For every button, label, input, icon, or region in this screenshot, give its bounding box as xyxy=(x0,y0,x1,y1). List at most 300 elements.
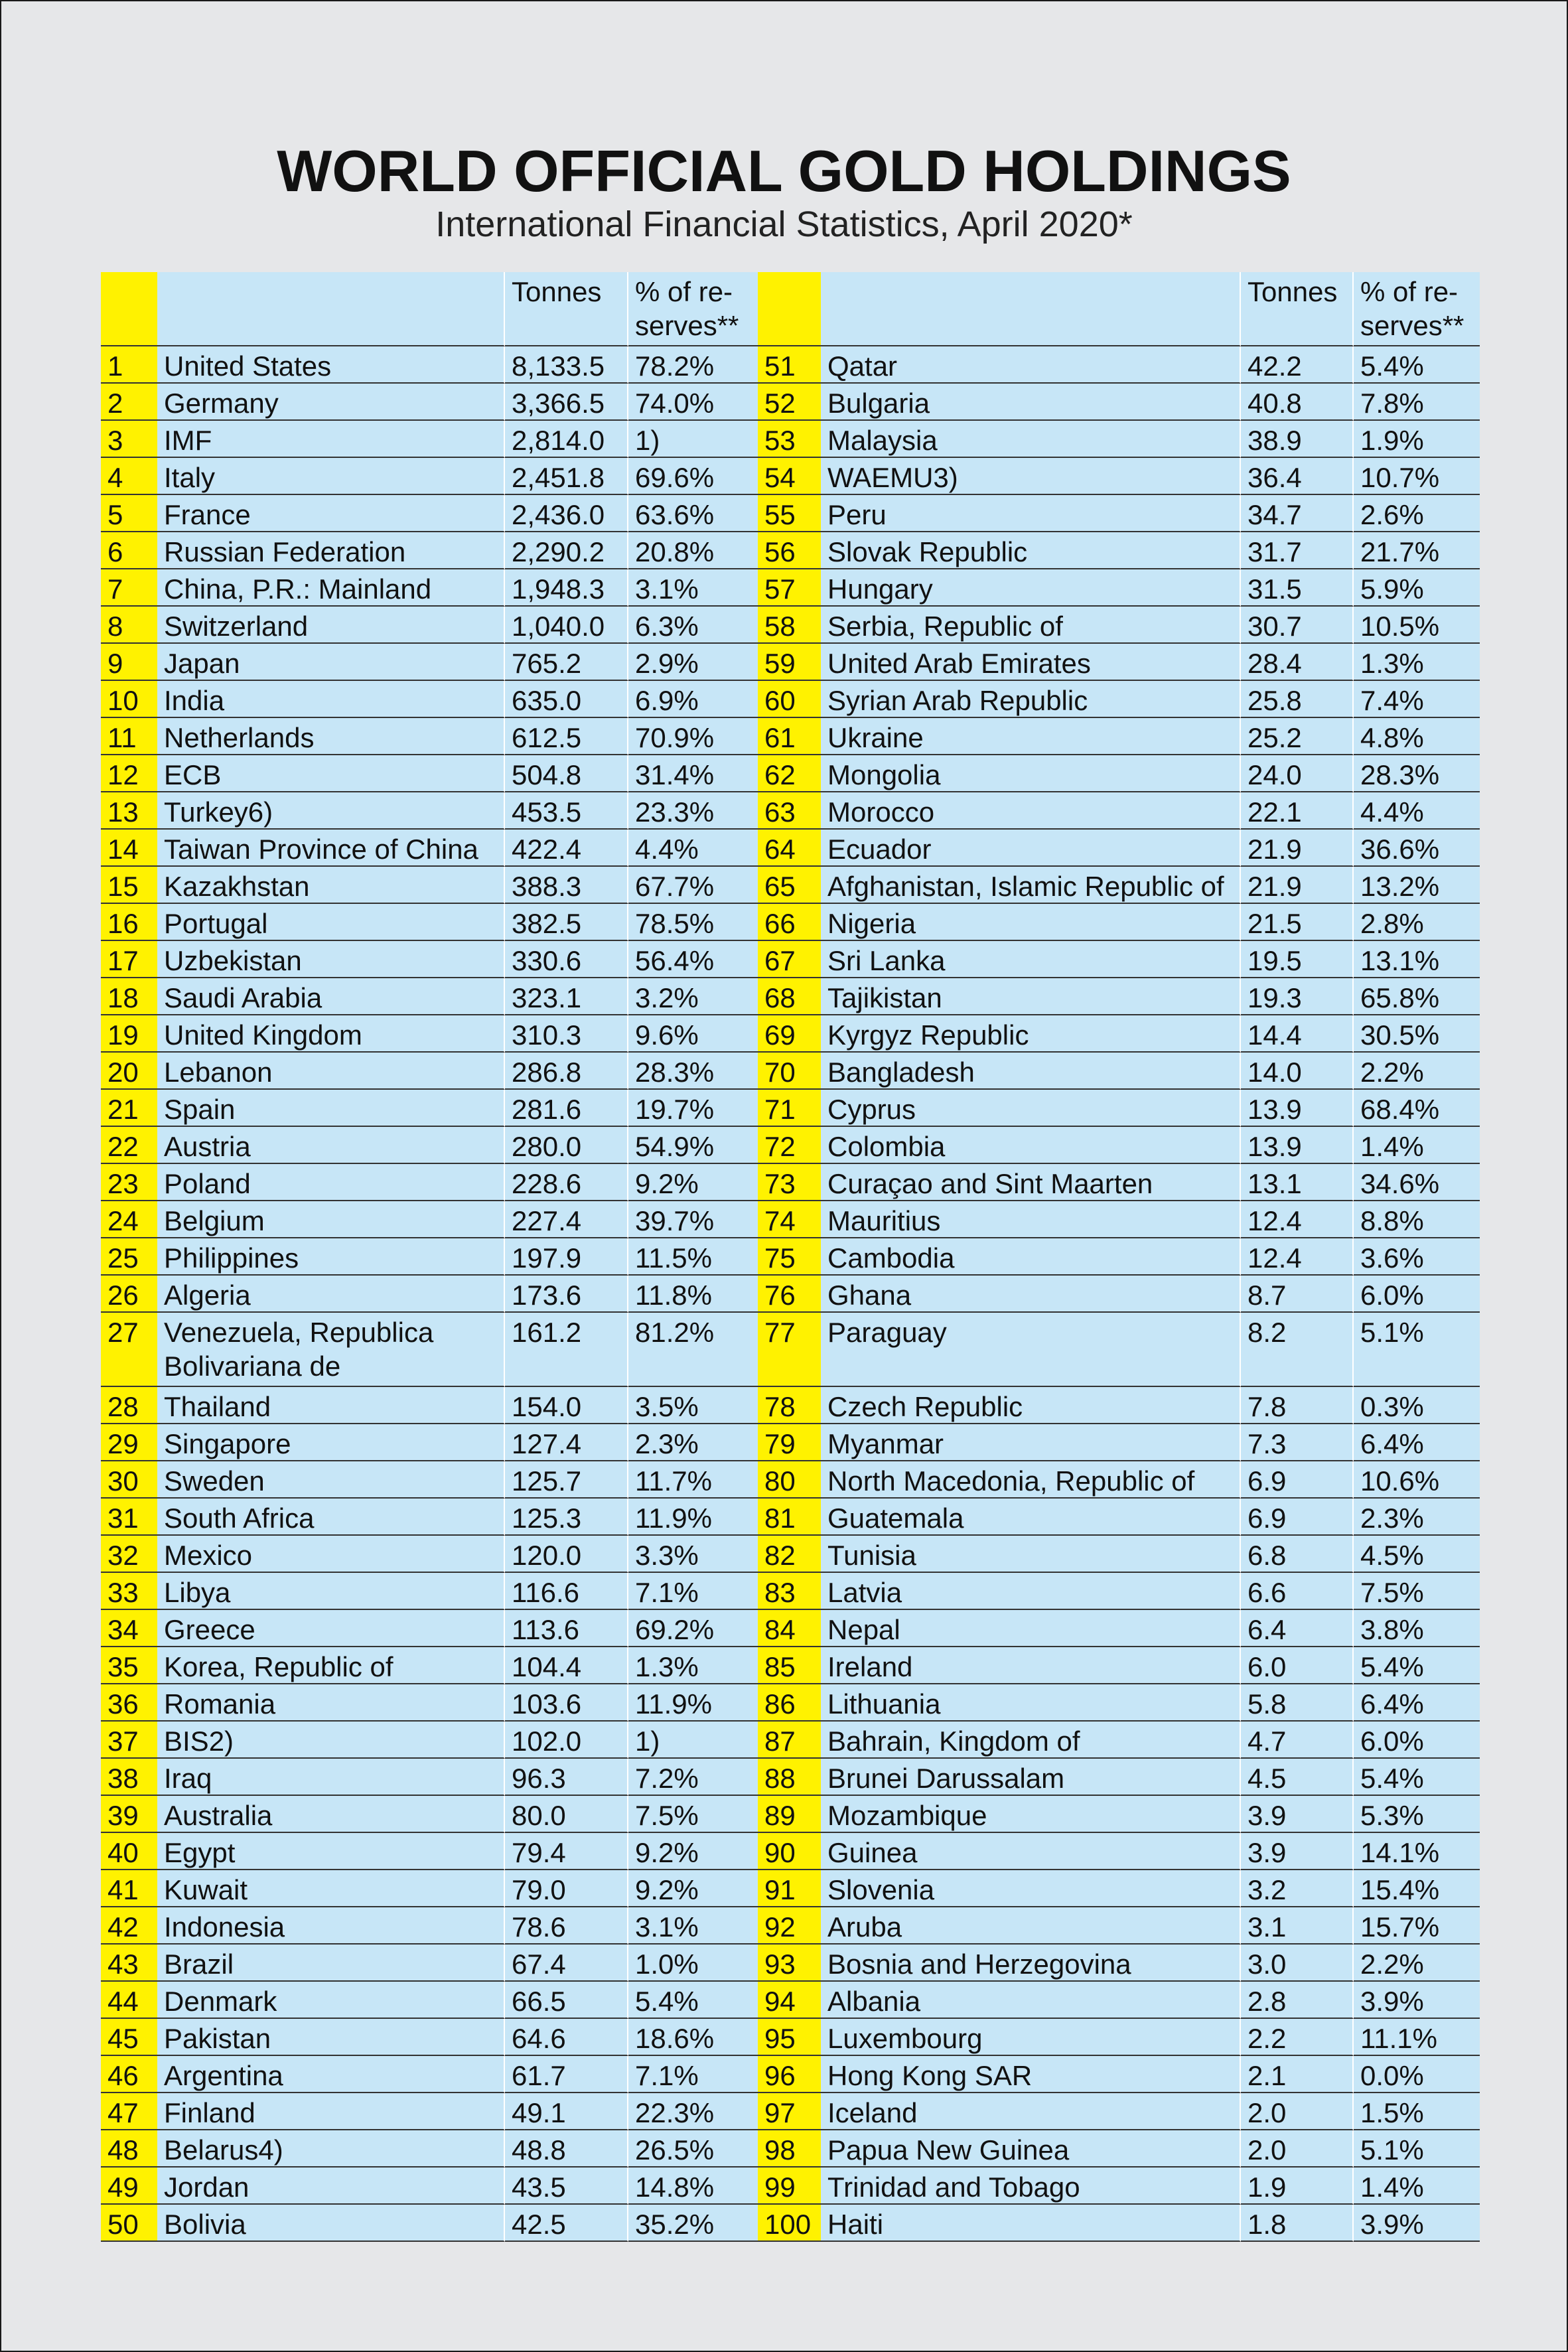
country-cell: Argentina xyxy=(157,2056,505,2093)
tonnes-cell: 78.6 xyxy=(505,1907,628,1945)
tonnes-cell: 22.1 xyxy=(1241,792,1354,830)
tonnes-cell: 67.4 xyxy=(505,1945,628,1982)
tonnes-cell: 79.4 xyxy=(505,1833,628,1870)
rank-cell: 6 xyxy=(101,532,157,569)
tonnes-cell: 21.9 xyxy=(1241,867,1354,904)
pct-reserves-cell: 5.3% xyxy=(1354,1796,1480,1833)
tonnes-cell: 1.9 xyxy=(1241,2168,1354,2205)
rank-cell: 37 xyxy=(101,1722,157,1759)
pct-reserves-cell: 81.2% xyxy=(628,1313,758,1387)
table-row xyxy=(101,458,1480,495)
tonnes-cell: 2,290.2 xyxy=(505,532,628,569)
country-cell: Bangladesh xyxy=(821,1053,1241,1090)
rank-cell: 84 xyxy=(758,1610,821,1647)
pct-reserves-cell: 1.4% xyxy=(1354,1127,1480,1164)
rank-cell: 57 xyxy=(758,569,821,607)
pct-reserves-cell: 9.2% xyxy=(628,1870,758,1907)
country-cell: China, P.R.: Mainland xyxy=(157,569,505,607)
country-cell: Uzbekistan xyxy=(157,941,505,978)
country-cell: Sweden xyxy=(157,1461,505,1499)
tonnes-cell: 12.4 xyxy=(1241,1201,1354,1238)
country-cell: Taiwan Province of China xyxy=(157,830,505,867)
rank-cell: 15 xyxy=(101,867,157,904)
country-cell: Mauritius xyxy=(821,1201,1241,1238)
tonnes-cell: 2,814.0 xyxy=(505,421,628,458)
pct-reserves-cell: 68.4% xyxy=(1354,1090,1480,1127)
tonnes-cell: 765.2 xyxy=(505,644,628,681)
header-pct-left: % of re- serves** xyxy=(628,272,758,346)
header-country-left xyxy=(157,272,505,346)
pct-reserves-cell: 1.5% xyxy=(1354,2093,1480,2130)
rank-cell: 52 xyxy=(758,384,821,421)
country-cell: WAEMU3) xyxy=(821,458,1241,495)
rank-cell: 63 xyxy=(758,792,821,830)
pct-reserves-cell: 26.5% xyxy=(628,2130,758,2168)
pct-reserves-cell: 7.2% xyxy=(628,1759,758,1796)
country-cell: Myanmar xyxy=(821,1424,1241,1461)
tonnes-cell: 43.5 xyxy=(505,2168,628,2205)
rank-cell: 51 xyxy=(758,346,821,384)
country-cell: Kazakhstan xyxy=(157,867,505,904)
country-cell: Finland xyxy=(157,2093,505,2130)
header-pct-right: % of re- serves** xyxy=(1354,272,1480,346)
pct-reserves-cell: 7.5% xyxy=(628,1796,758,1833)
pct-reserves-cell: 6.0% xyxy=(1354,1276,1480,1313)
rank-cell: 11 xyxy=(101,718,157,755)
table-row xyxy=(101,1610,1480,1647)
table-row xyxy=(101,1945,1480,1982)
tonnes-cell: 1.8 xyxy=(1241,2205,1354,2242)
country-cell: Tunisia xyxy=(821,1536,1241,1573)
rank-cell: 40 xyxy=(101,1833,157,1870)
country-cell: Mozambique xyxy=(821,1796,1241,1833)
pct-reserves-cell: 34.6% xyxy=(1354,1164,1480,1201)
tonnes-cell: 40.8 xyxy=(1241,384,1354,421)
tonnes-cell: 6.9 xyxy=(1241,1499,1354,1536)
country-cell: ECB xyxy=(157,755,505,792)
pct-reserves-cell: 2.2% xyxy=(1354,1945,1480,1982)
pct-reserves-cell: 5.1% xyxy=(1354,1313,1480,1387)
rank-cell: 25 xyxy=(101,1238,157,1276)
country-cell: Lebanon xyxy=(157,1053,505,1090)
pct-reserves-cell: 78.2% xyxy=(628,346,758,384)
pct-reserves-cell: 7.4% xyxy=(1354,681,1480,718)
rank-cell: 99 xyxy=(758,2168,821,2205)
rank-cell: 79 xyxy=(758,1424,821,1461)
tonnes-cell: 6.4 xyxy=(1241,1610,1354,1647)
tonnes-cell: 104.4 xyxy=(505,1647,628,1684)
country-cell: Czech Republic xyxy=(821,1387,1241,1424)
table-row xyxy=(101,904,1480,941)
rank-cell: 39 xyxy=(101,1796,157,1833)
tonnes-cell: 42.2 xyxy=(1241,346,1354,384)
country-cell: Egypt xyxy=(157,1833,505,1870)
country-cell: Thailand xyxy=(157,1387,505,1424)
pct-reserves-cell: 3.5% xyxy=(628,1387,758,1424)
pct-reserves-cell: 2.2% xyxy=(1354,1053,1480,1090)
tonnes-cell: 127.4 xyxy=(505,1424,628,1461)
pct-reserves-cell: 36.6% xyxy=(1354,830,1480,867)
pct-reserves-cell: 11.8% xyxy=(628,1276,758,1313)
tonnes-cell: 113.6 xyxy=(505,1610,628,1647)
country-cell: Tajikistan xyxy=(821,978,1241,1015)
rank-cell: 77 xyxy=(758,1313,821,1387)
pct-reserves-cell: 35.2% xyxy=(628,2205,758,2242)
tonnes-cell: 30.7 xyxy=(1241,607,1354,644)
tonnes-cell: 79.0 xyxy=(505,1870,628,1907)
table-row xyxy=(101,1090,1480,1127)
table-row xyxy=(101,1238,1480,1276)
table-header-row xyxy=(101,272,1480,346)
country-cell: United Arab Emirates xyxy=(821,644,1241,681)
tonnes-cell: 228.6 xyxy=(505,1164,628,1201)
table-body xyxy=(101,346,1480,2242)
country-cell: Bolivia xyxy=(157,2205,505,2242)
pct-reserves-cell: 3.2% xyxy=(628,978,758,1015)
rank-cell: 12 xyxy=(101,755,157,792)
rank-cell: 53 xyxy=(758,421,821,458)
table-row xyxy=(101,644,1480,681)
header-tonnes-right: Tonnes xyxy=(1241,272,1354,346)
tonnes-cell: 388.3 xyxy=(505,867,628,904)
tonnes-cell: 161.2 xyxy=(505,1313,628,1387)
rank-cell: 28 xyxy=(101,1387,157,1424)
country-cell: Haiti xyxy=(821,2205,1241,2242)
country-cell: Belgium xyxy=(157,1201,505,1238)
table-row xyxy=(101,495,1480,532)
pct-reserves-cell: 5.4% xyxy=(1354,1647,1480,1684)
tonnes-cell: 61.7 xyxy=(505,2056,628,2093)
country-cell: Russian Federation xyxy=(157,532,505,569)
rank-cell: 93 xyxy=(758,1945,821,1982)
table-row xyxy=(101,1053,1480,1090)
pct-reserves-cell: 21.7% xyxy=(1354,532,1480,569)
tonnes-cell: 323.1 xyxy=(505,978,628,1015)
rank-cell: 26 xyxy=(101,1276,157,1313)
country-cell: Spain xyxy=(157,1090,505,1127)
tonnes-cell: 96.3 xyxy=(505,1759,628,1796)
country-cell: Curaçao and Sint Maarten xyxy=(821,1164,1241,1201)
table-row xyxy=(101,569,1480,607)
rank-cell: 70 xyxy=(758,1053,821,1090)
table-row xyxy=(101,1127,1480,1164)
rank-cell: 78 xyxy=(758,1387,821,1424)
rank-cell: 48 xyxy=(101,2130,157,2168)
pct-reserves-cell: 9.2% xyxy=(628,1833,758,1870)
pct-reserves-cell: 20.8% xyxy=(628,532,758,569)
rank-cell: 86 xyxy=(758,1684,821,1722)
rank-cell: 17 xyxy=(101,941,157,978)
table-row xyxy=(101,384,1480,421)
pct-reserves-cell: 4.8% xyxy=(1354,718,1480,755)
pct-reserves-cell: 5.4% xyxy=(628,1982,758,2019)
table-row xyxy=(101,1387,1480,1424)
rank-cell: 16 xyxy=(101,904,157,941)
pct-reserves-cell: 1.3% xyxy=(1354,644,1480,681)
country-cell: Turkey6) xyxy=(157,792,505,830)
rank-cell: 62 xyxy=(758,755,821,792)
tonnes-cell: 422.4 xyxy=(505,830,628,867)
country-cell: Belarus4) xyxy=(157,2130,505,2168)
pct-reserves-cell: 9.6% xyxy=(628,1015,758,1053)
tonnes-cell: 6.6 xyxy=(1241,1573,1354,1610)
table-row xyxy=(101,1461,1480,1499)
tonnes-cell: 120.0 xyxy=(505,1536,628,1573)
country-cell: Nigeria xyxy=(821,904,1241,941)
pct-reserves-cell: 63.6% xyxy=(628,495,758,532)
tonnes-cell: 1,040.0 xyxy=(505,607,628,644)
country-cell: Venezuela, Republica Bolivariana de xyxy=(157,1313,505,1387)
pct-reserves-cell: 11.9% xyxy=(628,1499,758,1536)
country-cell: South Africa xyxy=(157,1499,505,1536)
pct-reserves-cell: 5.4% xyxy=(1354,1759,1480,1796)
table-row xyxy=(101,1870,1480,1907)
tonnes-cell: 2.0 xyxy=(1241,2130,1354,2168)
country-cell: Qatar xyxy=(821,346,1241,384)
pct-reserves-cell: 8.8% xyxy=(1354,1201,1480,1238)
country-cell: Aruba xyxy=(821,1907,1241,1945)
pct-reserves-cell: 3.1% xyxy=(628,569,758,607)
rank-cell: 24 xyxy=(101,1201,157,1238)
rank-cell: 1 xyxy=(101,346,157,384)
rank-cell: 81 xyxy=(758,1499,821,1536)
country-cell: BIS2) xyxy=(157,1722,505,1759)
pct-reserves-cell: 2.3% xyxy=(1354,1499,1480,1536)
pct-reserves-cell: 28.3% xyxy=(628,1053,758,1090)
rank-cell: 46 xyxy=(101,2056,157,2093)
pct-reserves-cell: 6.9% xyxy=(628,681,758,718)
tonnes-cell: 3.1 xyxy=(1241,1907,1354,1945)
rank-cell: 98 xyxy=(758,2130,821,2168)
pct-reserves-cell: 3.8% xyxy=(1354,1610,1480,1647)
table-row xyxy=(101,2130,1480,2168)
tonnes-cell: 3.9 xyxy=(1241,1833,1354,1870)
rank-cell: 35 xyxy=(101,1647,157,1684)
tonnes-cell: 173.6 xyxy=(505,1276,628,1313)
tonnes-cell: 125.7 xyxy=(505,1461,628,1499)
pct-reserves-cell: 11.9% xyxy=(628,1684,758,1722)
tonnes-cell: 19.5 xyxy=(1241,941,1354,978)
pct-reserves-cell: 14.8% xyxy=(628,2168,758,2205)
rank-cell: 21 xyxy=(101,1090,157,1127)
country-cell: Netherlands xyxy=(157,718,505,755)
country-cell: Paraguay xyxy=(821,1313,1241,1387)
rank-cell: 34 xyxy=(101,1610,157,1647)
tonnes-cell: 66.5 xyxy=(505,1982,628,2019)
country-cell: Indonesia xyxy=(157,1907,505,1945)
pct-reserves-cell: 31.4% xyxy=(628,755,758,792)
tonnes-cell: 6.9 xyxy=(1241,1461,1354,1499)
table-row xyxy=(101,792,1480,830)
rank-cell: 96 xyxy=(758,2056,821,2093)
rank-cell: 76 xyxy=(758,1276,821,1313)
tonnes-cell: 154.0 xyxy=(505,1387,628,1424)
rank-cell: 13 xyxy=(101,792,157,830)
table-row xyxy=(101,1015,1480,1053)
country-cell: Syrian Arab Republic xyxy=(821,681,1241,718)
rank-cell: 47 xyxy=(101,2093,157,2130)
rank-cell: 55 xyxy=(758,495,821,532)
country-cell: Colombia xyxy=(821,1127,1241,1164)
country-cell: Luxembourg xyxy=(821,2019,1241,2056)
country-cell: Papua New Guinea xyxy=(821,2130,1241,2168)
rank-cell: 69 xyxy=(758,1015,821,1053)
country-cell: Denmark xyxy=(157,1982,505,2019)
tonnes-cell: 28.4 xyxy=(1241,644,1354,681)
rank-cell: 2 xyxy=(101,384,157,421)
rank-cell: 68 xyxy=(758,978,821,1015)
rank-cell: 32 xyxy=(101,1536,157,1573)
tonnes-cell: 13.9 xyxy=(1241,1127,1354,1164)
tonnes-cell: 2.0 xyxy=(1241,2093,1354,2130)
pct-reserves-cell: 70.9% xyxy=(628,718,758,755)
pct-reserves-cell: 67.7% xyxy=(628,867,758,904)
table-row xyxy=(101,421,1480,458)
tonnes-cell: 64.6 xyxy=(505,2019,628,2056)
tonnes-cell: 25.2 xyxy=(1241,718,1354,755)
pct-reserves-cell: 10.6% xyxy=(1354,1461,1480,1499)
tonnes-cell: 2.2 xyxy=(1241,2019,1354,2056)
tonnes-cell: 13.1 xyxy=(1241,1164,1354,1201)
country-cell: Bulgaria xyxy=(821,384,1241,421)
pct-reserves-cell: 10.7% xyxy=(1354,458,1480,495)
tonnes-cell: 14.4 xyxy=(1241,1015,1354,1053)
pct-reserves-cell: 11.7% xyxy=(628,1461,758,1499)
rank-cell: 88 xyxy=(758,1759,821,1796)
tonnes-cell: 635.0 xyxy=(505,681,628,718)
tonnes-cell: 8.2 xyxy=(1241,1313,1354,1387)
rank-cell: 56 xyxy=(758,532,821,569)
pct-reserves-cell: 7.5% xyxy=(1354,1573,1480,1610)
table-row xyxy=(101,1759,1480,1796)
pct-reserves-cell: 13.2% xyxy=(1354,867,1480,904)
tonnes-cell: 125.3 xyxy=(505,1499,628,1536)
rank-cell: 64 xyxy=(758,830,821,867)
rank-cell: 50 xyxy=(101,2205,157,2242)
pct-reserves-cell: 5.1% xyxy=(1354,2130,1480,2168)
pct-reserves-cell: 7.8% xyxy=(1354,384,1480,421)
table-row xyxy=(101,830,1480,867)
pct-reserves-cell: 4.4% xyxy=(628,830,758,867)
rank-cell: 14 xyxy=(101,830,157,867)
rank-cell: 65 xyxy=(758,867,821,904)
tonnes-cell: 42.5 xyxy=(505,2205,628,2242)
country-cell: Peru xyxy=(821,495,1241,532)
rank-cell: 67 xyxy=(758,941,821,978)
tonnes-cell: 2,451.8 xyxy=(505,458,628,495)
country-cell: Switzerland xyxy=(157,607,505,644)
pct-reserves-cell: 78.5% xyxy=(628,904,758,941)
country-cell: Hungary xyxy=(821,569,1241,607)
page-title: WORLD OFFICIAL GOLD HOLDINGS xyxy=(277,138,1291,204)
country-cell: Bahrain, Kingdom of xyxy=(821,1722,1241,1759)
tonnes-cell: 504.8 xyxy=(505,755,628,792)
table-row xyxy=(101,718,1480,755)
tonnes-cell: 80.0 xyxy=(505,1796,628,1833)
table-row xyxy=(101,1164,1480,1201)
rank-cell: 91 xyxy=(758,1870,821,1907)
tonnes-cell: 48.8 xyxy=(505,2130,628,2168)
country-cell: Sri Lanka xyxy=(821,941,1241,978)
country-cell: Australia xyxy=(157,1796,505,1833)
tonnes-cell: 4.7 xyxy=(1241,1722,1354,1759)
rank-cell: 20 xyxy=(101,1053,157,1090)
country-cell: Serbia, Republic of xyxy=(821,607,1241,644)
rank-cell: 49 xyxy=(101,2168,157,2205)
rank-cell: 41 xyxy=(101,1870,157,1907)
rank-cell: 27 xyxy=(101,1313,157,1387)
pct-reserves-cell: 6.0% xyxy=(1354,1722,1480,1759)
country-cell: Albania xyxy=(821,1982,1241,2019)
country-cell: Ukraine xyxy=(821,718,1241,755)
country-cell: Jordan xyxy=(157,2168,505,2205)
tonnes-cell: 2,436.0 xyxy=(505,495,628,532)
rank-cell: 58 xyxy=(758,607,821,644)
pct-reserves-cell: 56.4% xyxy=(628,941,758,978)
rank-cell: 44 xyxy=(101,1982,157,2019)
country-cell: Cyprus xyxy=(821,1090,1241,1127)
pct-reserves-cell: 6.4% xyxy=(1354,1424,1480,1461)
country-cell: Malaysia xyxy=(821,421,1241,458)
country-cell: IMF xyxy=(157,421,505,458)
rank-cell: 54 xyxy=(758,458,821,495)
tonnes-cell: 3.0 xyxy=(1241,1945,1354,1982)
table-row xyxy=(101,867,1480,904)
country-cell: Mexico xyxy=(157,1536,505,1573)
tonnes-cell: 36.4 xyxy=(1241,458,1354,495)
pct-reserves-cell: 2.9% xyxy=(628,644,758,681)
rank-cell: 4 xyxy=(101,458,157,495)
rank-cell: 60 xyxy=(758,681,821,718)
pct-reserves-cell: 28.3% xyxy=(1354,755,1480,792)
rank-cell: 97 xyxy=(758,2093,821,2130)
tonnes-cell: 6.0 xyxy=(1241,1647,1354,1684)
header-tonnes-left: Tonnes xyxy=(505,272,628,346)
tonnes-cell: 12.4 xyxy=(1241,1238,1354,1276)
table-row xyxy=(101,755,1480,792)
rank-cell: 83 xyxy=(758,1573,821,1610)
country-cell: North Macedonia, Republic of xyxy=(821,1461,1241,1499)
pct-reserves-cell: 1.0% xyxy=(628,1945,758,1982)
rank-cell: 80 xyxy=(758,1461,821,1499)
rank-cell: 89 xyxy=(758,1796,821,1833)
table-row xyxy=(101,1276,1480,1313)
pct-reserves-cell: 10.5% xyxy=(1354,607,1480,644)
pct-reserves-cell: 39.7% xyxy=(628,1201,758,1238)
country-cell: Italy xyxy=(157,458,505,495)
country-cell: Lithuania xyxy=(821,1684,1241,1722)
pct-reserves-cell: 1.4% xyxy=(1354,2168,1480,2205)
rank-cell: 72 xyxy=(758,1127,821,1164)
rank-cell: 74 xyxy=(758,1201,821,1238)
pct-reserves-cell: 6.3% xyxy=(628,607,758,644)
pct-reserves-cell: 2.6% xyxy=(1354,495,1480,532)
rank-cell: 75 xyxy=(758,1238,821,1276)
country-cell: Philippines xyxy=(157,1238,505,1276)
pct-reserves-cell: 6.4% xyxy=(1354,1684,1480,1722)
pct-reserves-cell: 22.3% xyxy=(628,2093,758,2130)
country-cell: Cambodia xyxy=(821,1238,1241,1276)
country-cell: Mongolia xyxy=(821,755,1241,792)
rank-cell: 36 xyxy=(101,1684,157,1722)
country-cell: Romania xyxy=(157,1684,505,1722)
pct-reserves-cell: 13.1% xyxy=(1354,941,1480,978)
pct-reserves-cell: 2.3% xyxy=(628,1424,758,1461)
tonnes-cell: 34.7 xyxy=(1241,495,1354,532)
table-row xyxy=(101,1907,1480,1945)
rank-cell: 61 xyxy=(758,718,821,755)
country-cell: Portugal xyxy=(157,904,505,941)
